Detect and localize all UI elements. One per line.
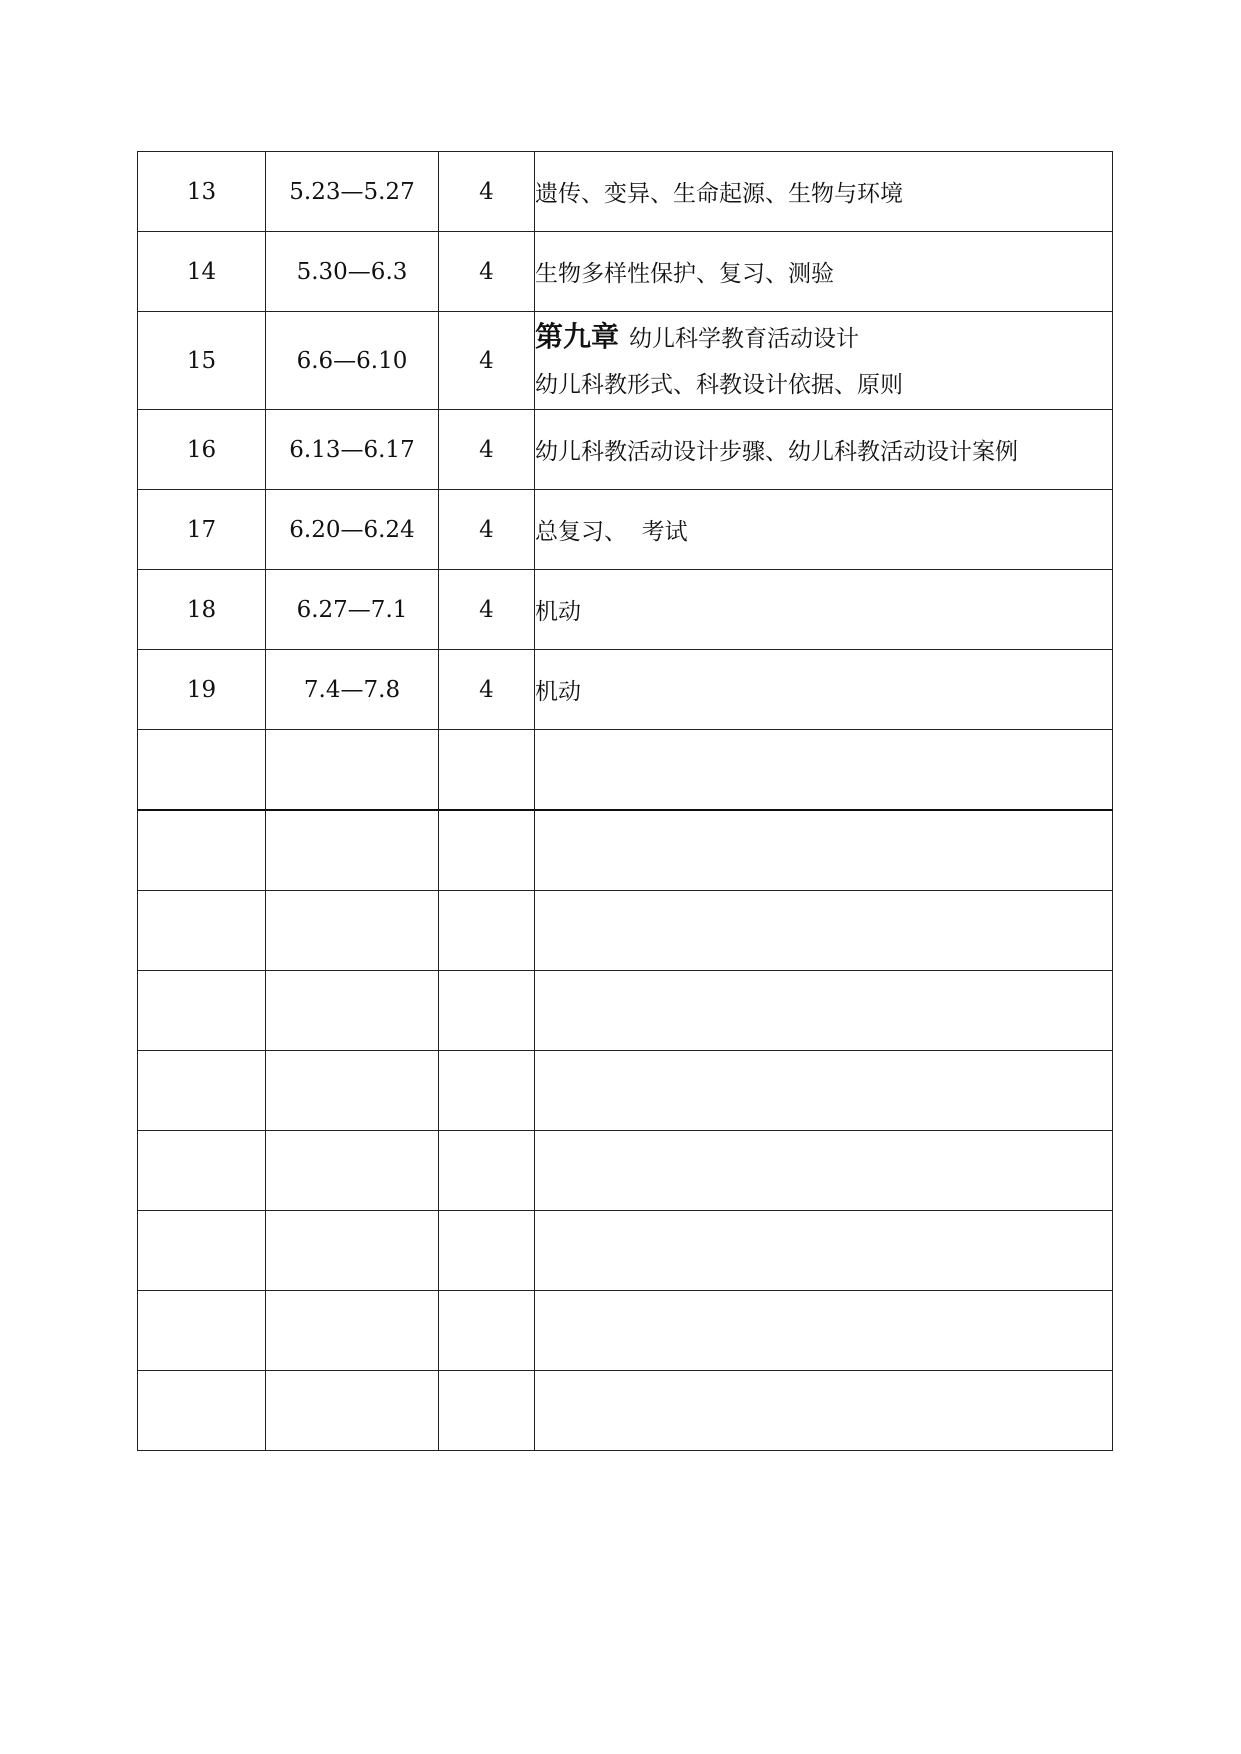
empty-table-row <box>138 971 1113 1051</box>
hours-cell: 4 <box>439 410 535 490</box>
hours-cell: 4 <box>439 570 535 650</box>
empty-cell <box>138 891 266 971</box>
week-cell: 18 <box>138 570 266 650</box>
empty-cell <box>439 1051 535 1131</box>
chapter-topics-line: 幼儿科教形式、科教设计依据、原则 <box>535 371 903 398</box>
empty-cell <box>266 1371 439 1451</box>
empty-table-row <box>138 1371 1113 1451</box>
empty-cell <box>535 810 1113 891</box>
table-row <box>138 232 1113 312</box>
empty-table-row <box>138 1291 1113 1371</box>
empty-cell <box>138 1211 266 1291</box>
empty-cell <box>439 891 535 971</box>
content-cell: 遗传、变异、生命起源、生物与环境 <box>535 152 1113 232</box>
hours-cell: 4 <box>439 232 535 312</box>
date-range-cell: 6.20—6.24 <box>266 490 439 570</box>
empty-cell <box>266 1211 439 1291</box>
date-range-cell: 6.27—7.1 <box>266 570 439 650</box>
empty-cell <box>266 730 439 811</box>
empty-cell <box>535 1211 1113 1291</box>
empty-cell <box>266 891 439 971</box>
week-cell: 14 <box>138 232 266 312</box>
empty-cell <box>138 810 266 891</box>
empty-cell <box>266 810 439 891</box>
empty-cell <box>138 1371 266 1451</box>
empty-table-row <box>138 810 1113 891</box>
empty-cell <box>439 1211 535 1291</box>
hours-cell: 4 <box>439 650 535 730</box>
date-range-cell: 5.23—5.27 <box>266 152 439 232</box>
chapter-title: 幼儿科学教育活动设计 <box>629 325 860 352</box>
date-range-cell: 7.4—7.8 <box>266 650 439 730</box>
empty-cell <box>266 1131 439 1211</box>
empty-cell <box>138 1051 266 1131</box>
empty-cell <box>439 1371 535 1451</box>
content-cell: 幼儿科教活动设计步骤、幼儿科教活动设计案例 <box>535 410 1113 490</box>
empty-cell <box>535 1131 1113 1211</box>
table-row <box>138 650 1113 730</box>
empty-cell <box>439 1131 535 1211</box>
empty-cell <box>266 1291 439 1371</box>
week-cell: 19 <box>138 650 266 730</box>
empty-table-row <box>138 730 1113 811</box>
hours-cell: 4 <box>439 312 535 410</box>
week-cell: 13 <box>138 152 266 232</box>
empty-cell <box>138 971 266 1051</box>
chapter-title-line <box>535 314 1112 362</box>
week-cell: 17 <box>138 490 266 570</box>
empty-cell <box>138 1131 266 1211</box>
hours-cell: 4 <box>439 490 535 570</box>
empty-cell <box>138 1291 266 1371</box>
hours-cell: 4 <box>439 152 535 232</box>
date-range-cell: 5.30—6.3 <box>266 232 439 312</box>
week-cell: 16 <box>138 410 266 490</box>
table-row <box>138 490 1113 570</box>
content-cell: 生物多样性保护、复习、测验 <box>535 232 1113 312</box>
empty-cell <box>439 971 535 1051</box>
date-range-cell: 6.6—6.10 <box>266 312 439 410</box>
content-cell: 机动 <box>535 650 1113 730</box>
empty-cell <box>535 891 1113 971</box>
empty-table-row <box>138 1131 1113 1211</box>
content-cell: 总复习、 考试 <box>535 490 1113 570</box>
empty-cell <box>535 730 1113 811</box>
empty-cell <box>535 1371 1113 1451</box>
empty-cell <box>535 1291 1113 1371</box>
empty-cell <box>266 1051 439 1131</box>
empty-cell <box>535 1051 1113 1131</box>
empty-cell <box>535 971 1113 1051</box>
empty-table-row <box>138 1051 1113 1131</box>
week-cell: 15 <box>138 312 266 410</box>
content-cell: 机动 <box>535 570 1113 650</box>
empty-table-row <box>138 891 1113 971</box>
table-row <box>138 312 1113 410</box>
empty-cell <box>439 730 535 811</box>
content-cell <box>535 312 1113 410</box>
table-row <box>138 570 1113 650</box>
empty-cell <box>439 1291 535 1371</box>
empty-cell <box>266 971 439 1051</box>
empty-cell <box>439 810 535 891</box>
empty-table-row <box>138 1211 1113 1291</box>
date-range-cell: 6.13—6.17 <box>266 410 439 490</box>
chapter-heading: 第九章 <box>535 319 620 353</box>
empty-cell <box>138 730 266 811</box>
table-row <box>138 410 1113 490</box>
teaching-schedule-table <box>137 151 1113 1451</box>
table-row <box>138 152 1113 232</box>
